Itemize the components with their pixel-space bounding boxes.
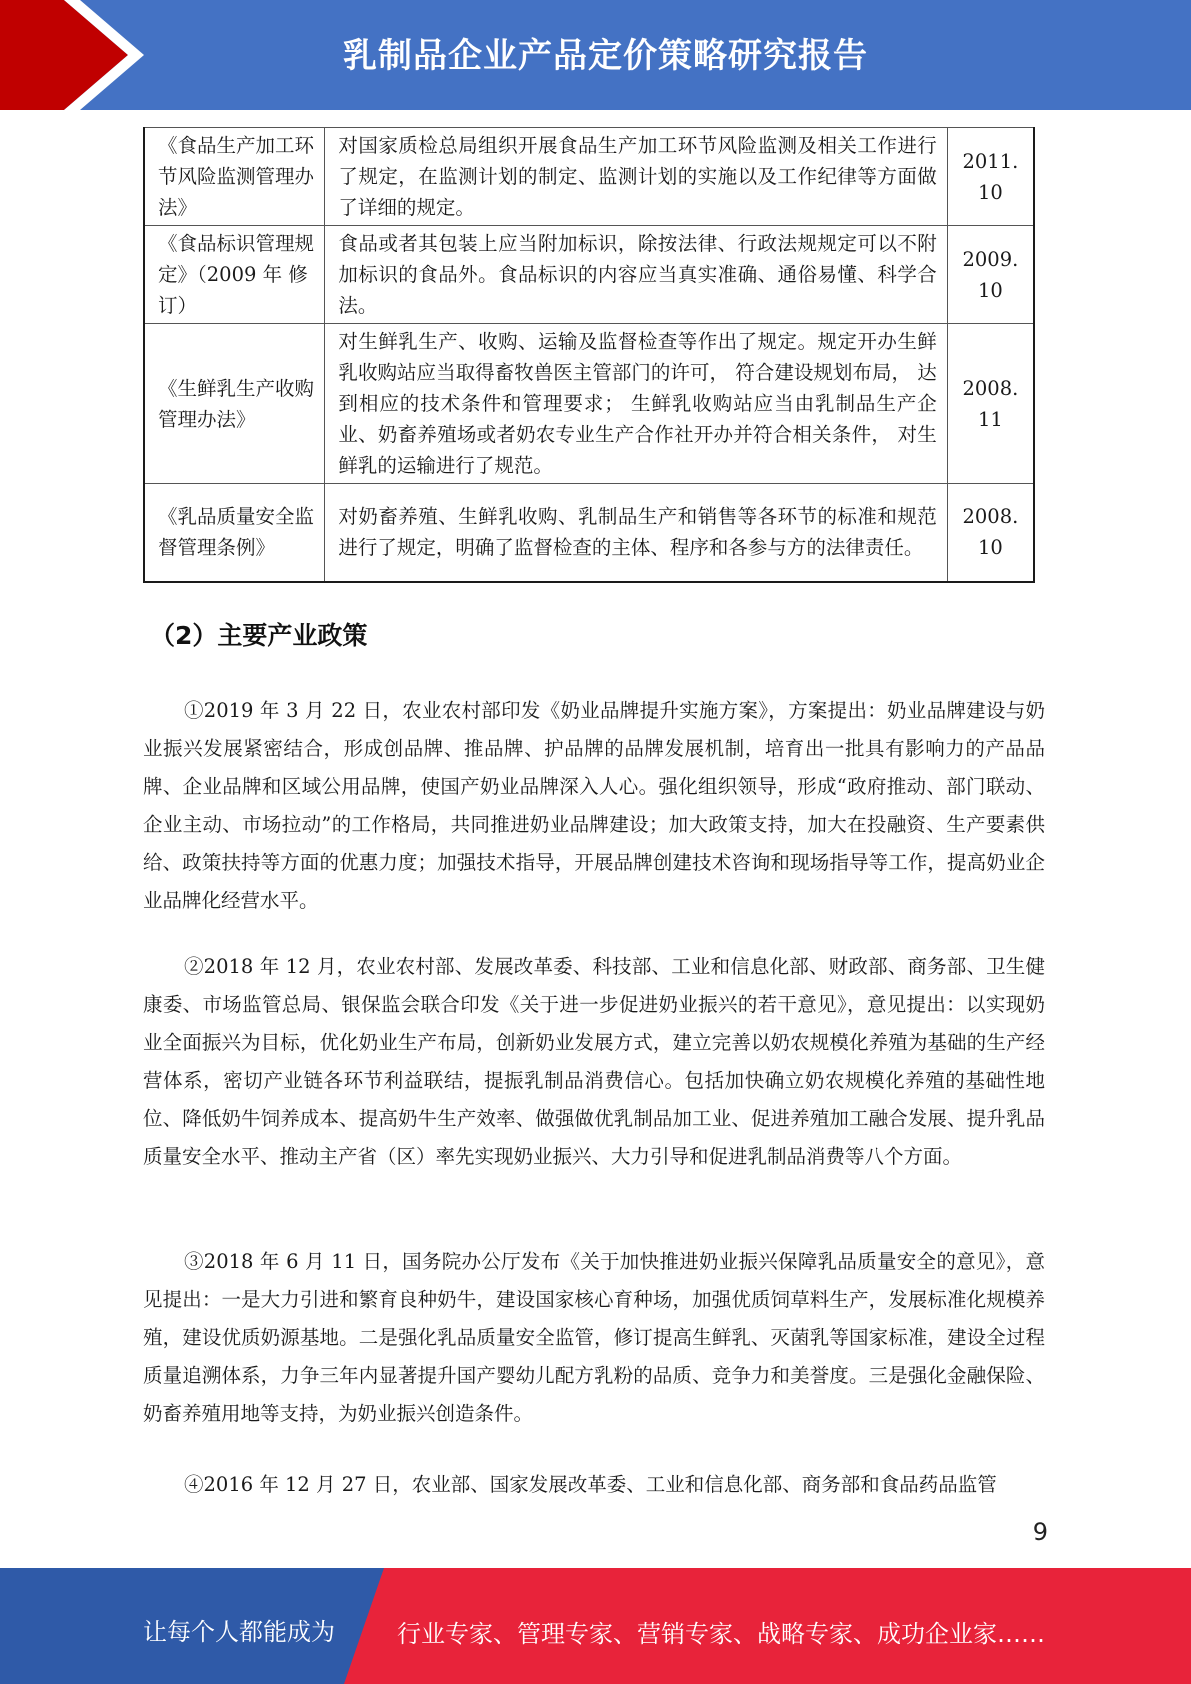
- page-number: 9: [1032, 1518, 1048, 1546]
- regulation-name: 《食品标识管理规定》（2009 年 修订）: [144, 226, 325, 324]
- table-row: [144, 324, 1034, 484]
- section-heading: （2）主要产业政策: [150, 621, 368, 650]
- regulation-description: 对生鲜乳生产、收购、运输及监督检查等作出了规定。规定开办生鲜乳收购站应当取得畜牧兽医主管部门的许可， 符合建设规划布局， 达到相应的技术条件和管理要求； 生鲜乳收购站应当由乳制品生产企业、奶畜养殖场或者奶农专业生产合作社开办并符合相关条件， 对生鲜乳的运输进行了规范。: [325, 324, 947, 484]
- table-row: [144, 484, 1034, 582]
- policy-paragraph-3: ③2018 年 6 月 11 日，国务院办公厅发布《关于加快推进奶业振兴保障乳品质量安全的意见》，意见提出：一是大力引进和繁育良种奶牛，建设国家核心育种场，加强优质饲草料生产，发展标准化规模养殖，建设优质奶源基地。二是强化乳品质量安全监管，修订提高生鲜乳、灭菌乳等国家标准，建设全过程质量追溯体系，力争三年内显著提升国产婴幼儿配方乳粉的品质、竞争力和美誉度。三是强化金融保险、奶畜养殖用地等支持，为奶业振兴创造条件。: [143, 1250, 1045, 1425]
- header-bar: [0, 0, 1191, 110]
- regulation-name: 《食品生产加工环节风险监测管理办法》: [144, 128, 325, 226]
- policy-paragraph-1: ①2019 年 3 月 22 日，农业农村部印发《奶业品牌提升实施方案》，方案提出：奶业品牌建设与奶业振兴发展紧密结合，形成创品牌、推品牌、护品牌的品牌发展机制，培育出一批具有影响力的产品品牌、企业品牌和区域公用品牌，使国产奶业品牌深入人心。强化组织领导，形成“政府推动、部门联动、企业主动、市场拉动”的工作格局，共同推进奶业品牌建设；加大政策支持，加大在投融资、生产要素供给、政策扶持等方面的优惠力度；加强技术指导，开展品牌创建技术咨询和现场指导等工作，提高奶业企业品牌化经营水平。: [143, 699, 1045, 912]
- regulation-description: 食品或者其包装上应当附加标识，除按法律、行政法规规定可以不附加标识的食品外。食品标识的内容应当真实准确、通俗易懂、科学合法。: [325, 226, 947, 324]
- regulation-date: 2009. 10: [947, 226, 1034, 324]
- table-row: [144, 226, 1034, 324]
- table-row: [144, 128, 1034, 226]
- regulation-date: 2008. 11: [947, 324, 1034, 484]
- regulation-name: 《生鲜乳生产收购管理办法》: [144, 324, 325, 484]
- policy-paragraph-4: ④2016 年 12 月 27 日，农业部、国家发展改革委、工业和信息化部、商务部和食品药品监管: [184, 1473, 997, 1496]
- regulation-date: 2011. 10: [947, 128, 1034, 226]
- regulation-description: 对奶畜养殖、生鲜乳收购、乳制品生产和销售等各环节的标准和规范进行了规定，明确了监督检查的主体、程序和各参与方的法律责任。: [325, 484, 947, 582]
- footer-slogan-right: 行业专家、管理专家、营销专家、战略专家、成功企业家……: [397, 1620, 1045, 1648]
- regulation-name: 《乳品质量安全监督管理条例》: [144, 484, 325, 582]
- regulation-description: 对国家质检总局组织开展食品生产加工环节风险监测及相关工作进行了规定，在监测计划的制定、监测计划的实施以及工作纪律等方面做了详细的规定。: [325, 128, 947, 226]
- regulation-date: 2008. 10: [947, 484, 1034, 582]
- footer-slogan-left: 让每个人都能成为: [143, 1618, 335, 1646]
- policy-paragraph-2: ②2018 年 12 月，农业农村部、发展改革委、科技部、工业和信息化部、财政部、商务部、卫生健康委、市场监管总局、银保监会联合印发《关于进一步促进奶业振兴的若干意见》，意见提出：以实现奶业全面振兴为目标，优化奶业生产布局，创新奶业发展方式，建立完善以奶农规模化养殖为基础的生产经营体系，密切产业链各环节利益联结，提振乳制品消费信心。包括加快确立奶农规模化养殖的基础性地位、降低奶牛饲养成本、提高奶牛生产效率、做强做优乳制品加工业、促进养殖加工融合发展、提升乳品质量安全水平、推动主产省（区）率先实现奶业振兴、大力引导和促进乳制品消费等八个方面。: [143, 955, 1045, 1168]
- report-title: 乳制品企业产品定价策略研究报告: [343, 36, 868, 76]
- regulations-table: [143, 127, 1035, 583]
- footer-banner: [0, 1568, 1191, 1684]
